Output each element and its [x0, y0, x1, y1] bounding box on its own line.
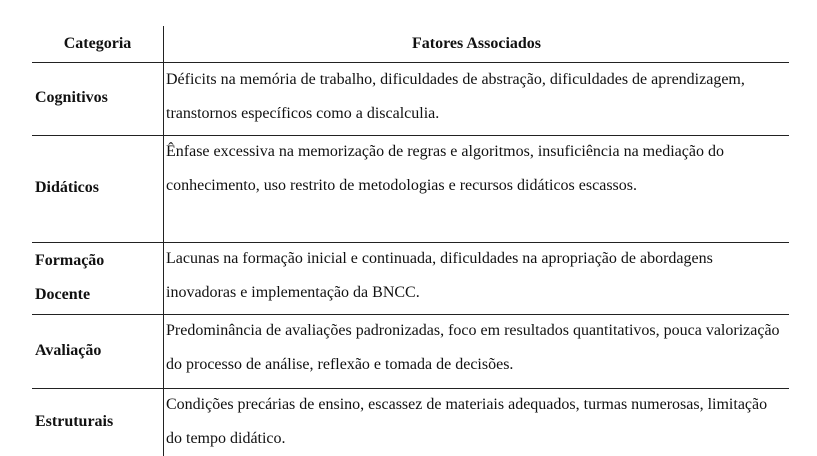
- row-category: Formação Docente: [35, 252, 105, 303]
- row-category: Cognitivos: [35, 89, 108, 106]
- row-factors: Predominância de avaliações padronizadas, foco em resultados quantitativos, pouca valorização do processo de análise, reflexão e tomada de decisões.: [166, 322, 780, 373]
- row-category: Estruturais: [35, 413, 114, 430]
- table-row: [32, 242, 789, 314]
- row-category: Avaliação: [35, 341, 102, 359]
- table-row: [32, 388, 789, 456]
- header-factors: Fatores Associados: [411, 35, 542, 52]
- row-factors: Ênfase excessiva na memorização de regras e algoritmos, insuficiência na mediação do conhecimento, uso restrito de metodologias e recursos didáticos escassos.: [166, 143, 724, 194]
- row-factors: Condições precárias de ensino, escassez de materiais adequados, turmas numerosas, limitação do tempo didático.: [166, 396, 768, 447]
- table-row: [32, 62, 789, 134]
- row-factors: Déficits na memória de trabalho, dificuldades de abstração, dificuldades de aprendizagem, transtornos específicos como a discalculia.: [166, 71, 745, 122]
- table-row: [32, 314, 789, 387]
- header-category: Categoria: [63, 35, 132, 52]
- factors-table: [32, 26, 789, 456]
- row-factors: Lacunas na formação inicial e continuada, dificuldades na apropriação de abordagens inovadoras e implementação da BNCC.: [166, 250, 713, 301]
- row-category: Didáticos: [35, 179, 99, 196]
- table-row: [32, 135, 789, 241]
